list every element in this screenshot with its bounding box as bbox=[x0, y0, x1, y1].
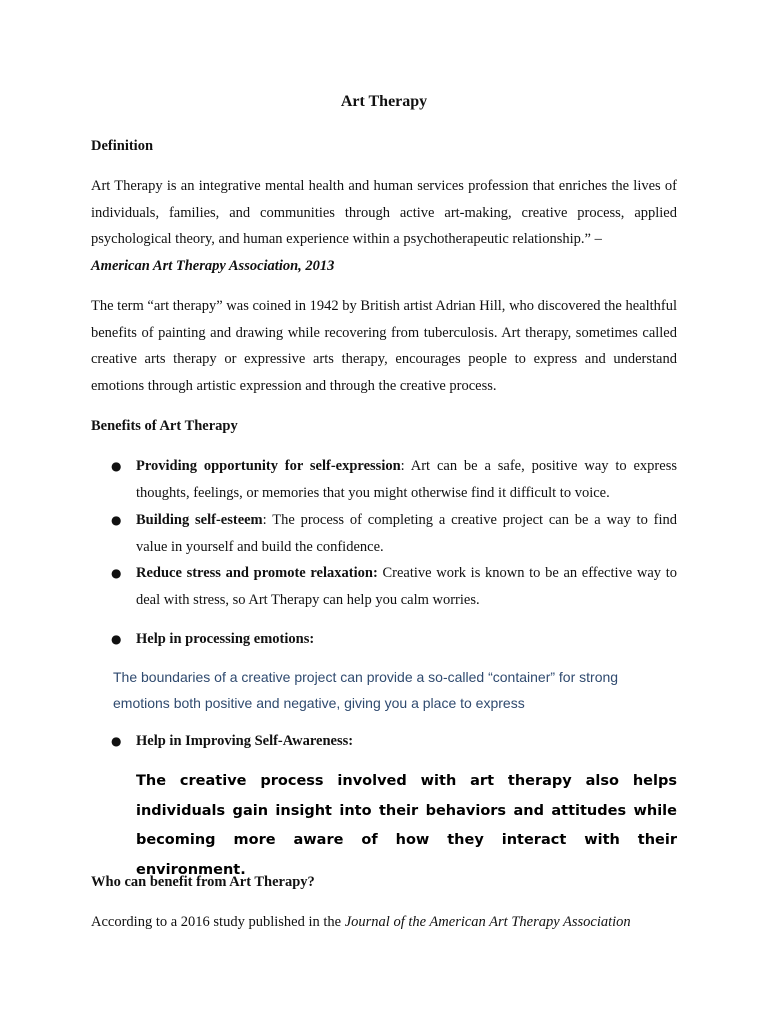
bullet-icon: ● bbox=[111, 734, 122, 748]
who-paragraph bbox=[91, 910, 691, 934]
processing-emotions-paragraph: The boundaries of a creative project can provide a so-called “container” for strong emotions both positive and negative, giving you a place to express bbox=[113, 669, 619, 711]
benefits-heading: Benefits of Art Therapy bbox=[91, 418, 238, 434]
benefit-item-self-expression bbox=[111, 453, 677, 506]
history-paragraph: The term “art therapy” was coined in 1942 by British artist Adrian Hill, who discovered the healthful benefits of painting and drawing while recovering from tuberculosis. Art therapy, sometimes called creative arts therapy or expressive arts therapy, encourages people to express and understand emotions through artistic expression and through the creative process. bbox=[91, 298, 677, 394]
benefit-item-self-esteem bbox=[111, 507, 677, 560]
benefit-lead: Help in processing emotions: bbox=[136, 631, 315, 647]
bullet-icon: ● bbox=[111, 632, 122, 646]
definition-text: Art Therapy is an integrative mental health and human services profession that enriches the lives of individuals, families, and communities through active art-making, creative process, applied psychological theory, and human experience within a psychotherapeutic relationship.” – bbox=[91, 178, 677, 248]
self-awareness-paragraph: The creative process involved with art therapy also helps individuals gain insight into their behaviors and attitudes while becoming more aware of how they interact with their environment. bbox=[136, 773, 677, 878]
benefit-lead: Help in Improving Self-Awareness: bbox=[136, 733, 354, 749]
bullet-icon: ● bbox=[111, 459, 122, 473]
benefit-lead: Providing opportunity for self-expression bbox=[136, 458, 401, 474]
benefit-text: : The process of completing a creative project can be a way to find value in yourself and build the confidence. bbox=[136, 512, 677, 555]
definition-paragraph bbox=[91, 173, 677, 279]
benefit-lead: Building self-esteem bbox=[136, 512, 263, 528]
benefit-item-processing-emotions bbox=[111, 626, 677, 653]
benefit-text: Creative work is known to be an effective way to deal with stress, so Art Therapy can help you calm worries. bbox=[136, 565, 677, 608]
who-heading: Who can benefit from Art Therapy? bbox=[91, 874, 315, 890]
benefit-text: : Art can be a safe, positive way to express thoughts, feelings, or memories that you might otherwise find it difficult to voice. bbox=[136, 458, 677, 501]
benefit-item-self-awareness bbox=[111, 728, 677, 755]
journal-title: Journal of the American Art Therapy Association bbox=[344, 914, 631, 930]
definition-citation: American Art Therapy Association, 2013 bbox=[91, 257, 335, 274]
who-text: According to a 2016 study published in the bbox=[91, 914, 345, 930]
benefit-lead: Reduce stress and promote relaxation: bbox=[136, 565, 378, 581]
page-title: Art Therapy bbox=[340, 93, 428, 110]
benefit-item-reduce-stress bbox=[111, 560, 677, 613]
bullet-icon: ● bbox=[111, 513, 122, 527]
bullet-icon: ● bbox=[111, 566, 122, 580]
definition-heading: Definition bbox=[91, 138, 154, 154]
